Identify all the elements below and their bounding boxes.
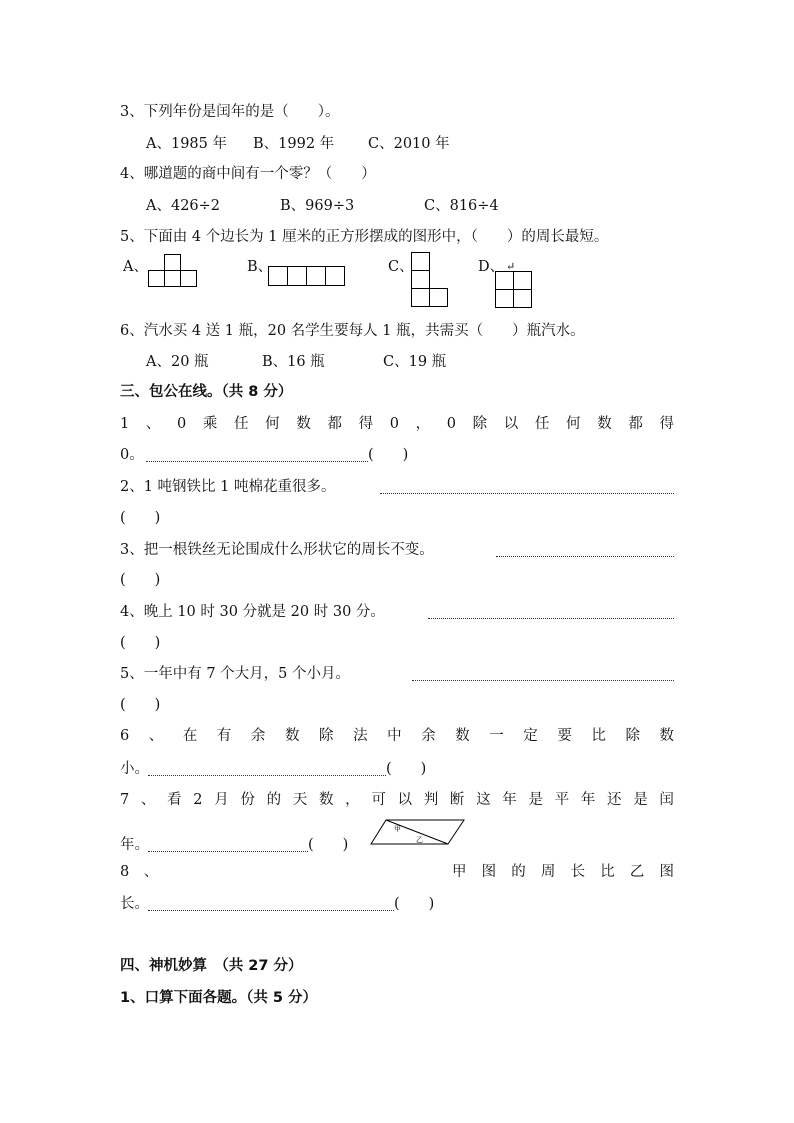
q5-text: 5、下面由 4 个边长为 1 厘米的正方形摆成的图形中，（ ）的周长最短。 [120,229,609,245]
q4-option-a: A、426÷2 [146,198,221,214]
s3-item2-answer-paren: ( ) [120,510,161,526]
q3-option-a: A、1985 年 [146,136,227,152]
q3-text: 3、下列年份是闰年的是（ ）。 [120,104,340,120]
section4-subtitle-1: 1、口算下面各题。（共 5 分） [120,990,318,1006]
q3-option-c: C、2010 年 [368,136,450,152]
s3-item5-text: 5、一年中有 7 个大月，5 个小月。 [120,666,351,682]
dotted-leader [148,910,394,911]
dotted-leader [412,680,674,681]
q4-option-c: C、816÷4 [424,198,499,214]
parallelogram-label-jia: 甲 [394,825,401,833]
q4-text: 4、哪道题的商中间有一个零？（ ） [120,166,376,182]
q3-option-b: B、1992 年 [253,136,335,152]
dotted-leader [380,493,674,494]
s3-item6-answer-paren: ( ) [386,761,427,777]
q5-figure-b-label: B、 [247,259,273,275]
q4-option-b: B、969÷3 [280,198,355,214]
s3-item7-answer-paren: ( ) [308,837,349,853]
s3-item4-answer-paren: ( ) [120,635,161,651]
q5-figure-d-label: D、 [478,259,505,275]
q5-figure-a-label: A、 [123,259,148,275]
section3-title: 三、包公在线。（共 8 分） [120,384,293,400]
s3-item8-line1-end: 甲 图 的 周 长 比 乙 图 [452,864,674,880]
s3-item8-line1-start: 8 、 [120,864,159,880]
s3-item2-text: 2、1 吨钢铁比 1 吨棉花重很多。 [120,479,336,495]
dotted-leader [428,618,674,619]
s3-item1-line1: 1 、 0 乘 任 何 数 都 得 0 ， 0 除 以 任 何 数 都 得 [120,416,674,432]
dotted-leader [496,556,674,557]
s3-item7-line1: 7 、 看 2 月 份 的 天 数 ， 可 以 判 断 这 年 是 平 年 还 是 闰 [120,792,674,808]
q6-option-b: B、16 瓶 [262,354,325,370]
s3-item1-line2-start: 0。 [120,447,144,463]
s3-item1-answer-paren: ( ) [368,447,409,463]
s3-item6-line2-start: 小。 [120,761,149,777]
parallelogram-label-yi: 乙 [416,836,423,844]
dotted-leader [148,851,308,852]
s3-item7-line2-start: 年。 [120,837,149,853]
q5-figure-c-label: C、 [388,259,414,275]
section4-title: 四、神机妙算 （共 27 分） [120,958,303,974]
q6-option-c: C、19 瓶 [383,354,447,370]
s3-item6-line1: 6 、 在 有 余 数 除 法 中 余 数 一 定 要 比 除 数 [120,728,674,744]
q6-text: 6、汽水买 4 送 1 瓶，20 名学生要每人 1 瓶，共需买（ ）瓶汽水。 [120,323,585,339]
s3-item3-answer-paren: ( ) [120,572,161,588]
s3-item3-text: 3、把一根铁丝无论围成什么形状它的周长不变。 [120,542,434,558]
s3-item8-answer-paren: ( ) [394,896,435,912]
s3-item5-answer-paren: ( ) [120,697,161,713]
dotted-leader [148,775,386,776]
q6-option-a: A、20 瓶 [146,354,209,370]
return-mark-icon: ↵ [506,260,516,273]
s3-item4-text: 4、晚上 10 时 30 分就是 20 时 30 分。 [120,604,385,620]
dotted-leader [146,461,368,462]
s3-item8-line2-start: 长。 [120,896,149,912]
parallelogram-figure [370,818,466,848]
